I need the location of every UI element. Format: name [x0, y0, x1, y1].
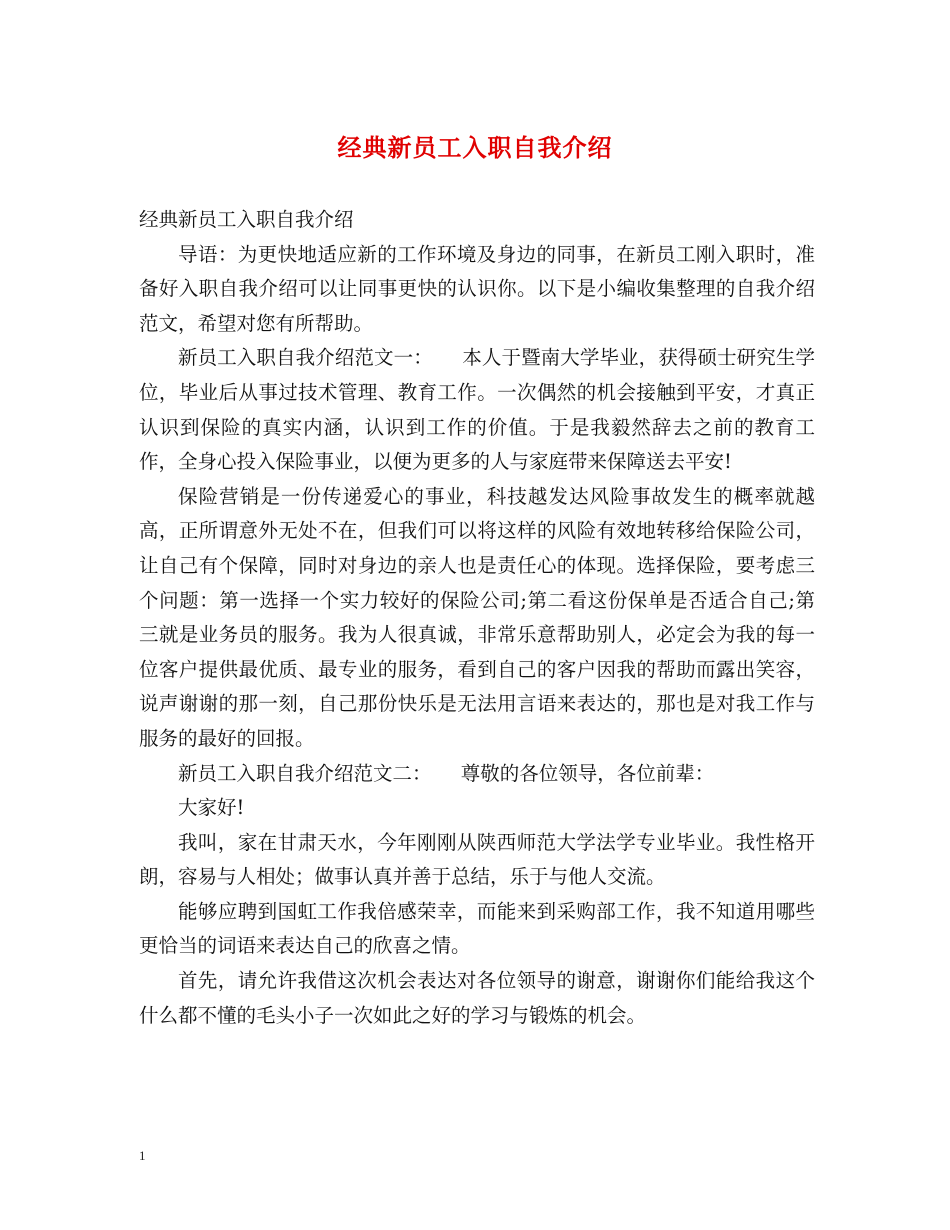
paragraph-honor: 能够应聘到国虹工作我倍感荣幸，而能来到采购部工作，我不知道用哪些更恰当的词语来表达自己的欣喜之情。 [139, 899, 815, 958]
paragraph-sample-two: 新员工入职自我介绍范文二： 尊敬的各位领导，各位前辈： [178, 761, 715, 785]
paragraph-sample-one: 新员工入职自我介绍范文一： 本人于暨南大学毕业，获得硕士研究生学位，毕业后从事过技术管理、教育工作。一次偶然的机会接触到平安，才真正认识到保险的真实内涵，认识到工作的价值。于是我毅然辞去之前的教育工作，全身心投入保险事业，以便为更多的人与家庭带来保障送去平安! [139, 346, 815, 474]
paragraph-self-intro: 我叫，家在甘肃天水，今年刚刚从陕西师范大学法学专业毕业。我性格开朗，容易与人相处；做事认真并善于总结，乐于与他人交流。 [139, 830, 815, 889]
paragraph-heading: 经典新员工入职自我介绍 [139, 208, 354, 231]
paragraph-intro: 导语：为更快地适应新的工作环境及身边的同事，在新员工刚入职时，准备好入职自我介绍可以让同事更快的认识你。以下是小编收集整理的自我介绍范文，希望对您有所帮助。 [139, 242, 815, 335]
paragraph-greeting: 大家好! [178, 796, 245, 820]
page-number: 1 [139, 1148, 146, 1163]
document-title: 经典新员工入职自我介绍 [337, 133, 613, 162]
paragraph-thanks: 首先，请允许我借这次机会表达对各位领导的谢意，谢谢你们能给我这个什么都不懂的毛头小子一次如此之好的学习与锻炼的机会。 [139, 969, 815, 1027]
document-body [139, 203, 815, 1033]
paragraph-insurance: 保险营销是一份传递爱心的事业，科技越发达风险事故发生的概率就越高，正所谓意外无处不在，但我们可以将这样的风险有效地转移给保险公司，让自己有个保障，同时对身边的亲人也是责任心的体现。选择保险，要考虑三个问题：第一选择一个实力较好的保险公司;第二看这份保单是否适合自己;第三就是业务员的服务。我为人很真诚，非常乐意帮助别人，必定会为我的每一位客户提供最优质、最专业的服务，看到自己的客户因我的帮助而露出笑容，说声谢谢的那一刻，自己那份快乐是无法用言语来表达的，那也是对我工作与服务的最好的回报。 [139, 484, 815, 750]
